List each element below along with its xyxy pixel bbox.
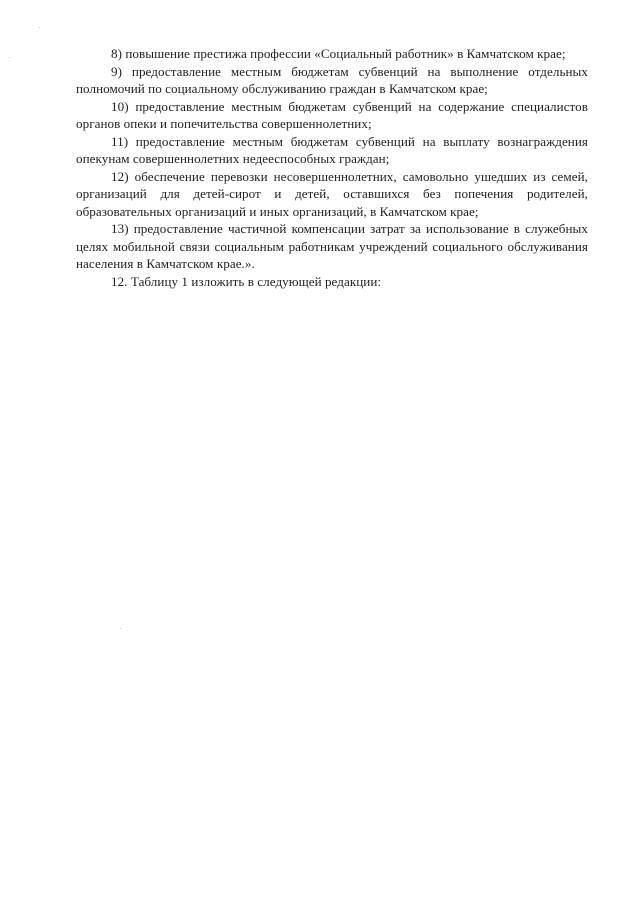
paragraph-section-12: 12. Таблицу 1 изложить в следующей редакции:	[111, 273, 382, 289]
scan-artifact-dot	[39, 27, 40, 28]
paragraph-item-9: 9) предоставление местным бюджетам субвенций на выполнение отдельных полномочий по социальному обслуживанию граждан в Камчатском крае;	[76, 63, 588, 96]
paragraph-item-8: 8) повышение престижа профессии «Социальный работник» в Камчатском крае;	[111, 46, 566, 61]
paragraph-item-12: 12) обеспечение перевозки несовершеннолетних, самовольно ушедших из семей, организаций для детей-сирот и детей, оставшихся без попечения родителей, образовательных организаций и иных организаций, в Камчатском крае;	[76, 168, 588, 219]
scan-artifact-dot	[120, 628, 121, 629]
scan-artifact-dot	[9, 57, 10, 58]
paragraph-item-13: 13) предоставление частичной компенсации затрат за использование в служебных целях мобильной связи социальным работникам учреждений социального обслуживания населения в Камчатском крае.».	[76, 221, 588, 271]
paragraph-item-11: 11) предоставление местным бюджетам субвенций на выплату вознаграждения опекунам совершеннолетних недееспособных граждан;	[76, 133, 588, 166]
document-body	[76, 45, 588, 290]
paragraph-item-10: 10) предоставление местным бюджетам субвенций на содержание специалистов органов опеки и попечительства совершеннолетних;	[76, 98, 588, 131]
